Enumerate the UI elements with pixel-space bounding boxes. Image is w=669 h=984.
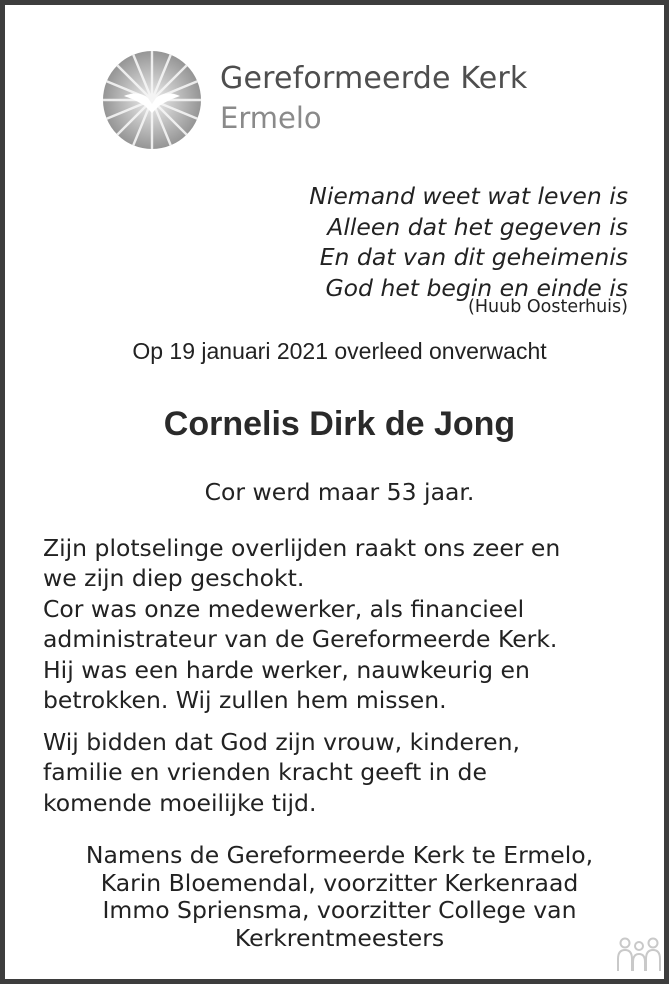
poem-author: (Huub Oosterhuis) [468, 297, 628, 317]
text-line: we zijn diep geschokt. [43, 564, 305, 593]
poem-line: En dat van dit geheimenis [319, 243, 628, 271]
text-line: komende moeilijke tijd. [43, 788, 317, 817]
text-line: betrokken. Wij zullen hem missen. [43, 686, 447, 715]
signature-line: Namens de Gereformeerde Kerk te Ermelo, [85, 841, 594, 869]
poem-line: Alleen dat het gegeven is [327, 212, 628, 241]
text-line: familie en vrienden kracht geeft in de [43, 758, 487, 787]
signature-line: Karin Bloemendal, voorzitter Kerkenraad [100, 868, 579, 897]
church-dove-rays-icon [102, 50, 202, 150]
poem-line: God het begin en einde is [325, 273, 628, 302]
poem-line: Niemand weet wat leven is [309, 182, 628, 210]
signature-block [5, 842, 669, 952]
death-announcement-intro: Op 19 januari 2021 overleed onverwacht [132, 338, 547, 364]
poem [309, 181, 628, 303]
text-line: Wij bidden dat God zijn vrouw, kinderen, [43, 728, 520, 756]
text-line: Zijn plotselinge overlijden raakt ons zeer en [43, 534, 561, 562]
family-outline-icon [615, 935, 663, 975]
text-line: Hij was een harde werker, nauwkeurig en [43, 655, 530, 684]
age-line: Cor werd maar 53 jaar. [204, 478, 475, 506]
prayer-paragraph [43, 727, 520, 818]
signature-line: Immo Spriensma, voorzitter College van [102, 896, 577, 924]
text-line: Cor was onze medewerker, als financieel [43, 594, 525, 623]
tribute-paragraph [43, 533, 560, 715]
signature-line: Kerkrentmeesters [234, 923, 445, 952]
logo-title: Gereformeerde Kerk [220, 61, 528, 96]
deceased-name: Cornelis Dirk de Jong [163, 405, 516, 443]
logo-subtitle: Ermelo [220, 101, 322, 135]
text-line: administrateur van de Gereformeerde Kerk. [43, 625, 558, 654]
